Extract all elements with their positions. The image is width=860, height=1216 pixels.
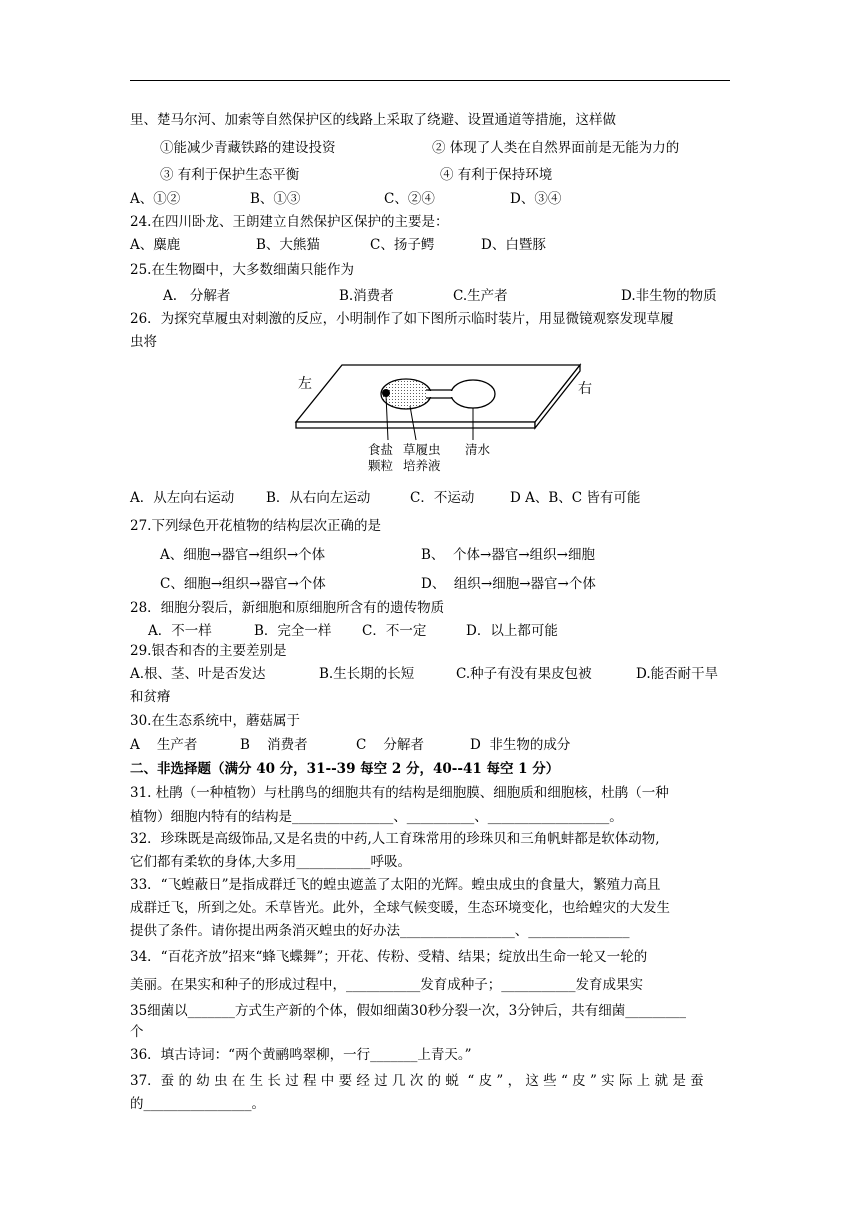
q23-statement-2: ② 体现了人类在自然界面前是无能为力的 [432,140,680,156]
q24-option-c: C、扬子鳄 [370,237,435,253]
q32-line-2: 它们都有柔软的身体,大多用___________呼吸。 [130,854,412,870]
section-2-heading: 二、非选择题（满分 40 分，31--39 每空 2 分，40--41 每空 1 分） [130,761,560,777]
q31-line-2: 植物）细胞内特有的结构是_______________、__________、__________________。 [130,809,623,825]
q25-option-c: C.生产者 [453,288,508,304]
q23-option-a: A、①② [130,191,181,207]
q28-option-c: C．不一定 [362,623,427,639]
q33-line-1: 33．“飞蝗蔽日”是指成群迁飞的蝗虫遮盖了太阳的光辉。蝗虫成虫的食量大，繁殖力高且 [130,877,661,893]
q30-option-a: A 生产者 [130,737,198,753]
q23-option-d: D、③④ [510,191,562,207]
q25-option-b: B.消费者 [339,288,394,304]
q27-option-d: D、 组织→细胞→器官→个体 [421,576,596,592]
slide-front-edge [296,422,535,428]
label-salt: 食盐 颗粒 [368,442,394,473]
q23-statement-4: ④ 有利于保持环境 [440,167,553,183]
q26-stem-line-1: 26．为探究草履虫对刺激的反应，小明制作了如下图所示临时装片，用显微镜观察发现草履 [130,311,674,327]
q25-option-d: D.非生物的物质 [621,288,717,304]
q27-stem: 27.下列绿色开花植物的结构层次正确的是 [130,518,381,534]
q29-stem: 29.银杏和杏的主要差别是 [130,643,287,659]
q28-option-d: D．以上都可能 [466,623,558,639]
label-water: 清水 [465,442,491,457]
q33-line-3: 提供了条件。请你提出两条消灭蝗虫的好办法_________________、_______________ [130,923,630,939]
q26-option-c: C．不运动 [410,490,475,506]
q23-option-b: B、①③ [250,191,301,207]
q28-option-a: A．不一样 [148,623,212,639]
q30-option-b: B 消费者 [240,737,308,753]
q35-line-2: 个 [130,1024,144,1040]
q29-option-d-continued: 和贫瘠 [130,689,171,705]
label-right: 右 [578,381,592,397]
q23-option-c: C、②④ [384,191,435,207]
q23-statement-1: ①能减少青藏铁路的建设投资 [160,140,336,156]
q30-stem: 30.在生态系统中，蘑菇属于 [130,713,300,729]
q30-option-c: C 分解者 [356,737,424,753]
q27-option-c: C、细胞→组织→器官→个体 [160,576,326,592]
q25-option-a: A. 分解者 [163,288,231,304]
q31-line-1: 31. 杜鹃（一种植物）与杜鹃鸟的细胞共有的结构是细胞膜、细胞质和细胞核，杜鹃（一种 [130,785,669,801]
q33-line-2: 成群迁飞，所到之处。禾草皆光。此外，全球气候变暖，生态环境变化，也给蝗灾的大发生 [130,900,670,916]
q34-line-1: 34．“百花齐放”招来“蜂飞蝶舞”；开花、传粉、受精、结果；绽放出生命一轮又一轮的 [130,949,648,965]
q25-stem: 25.在生物圈中，大多数细菌只能作为 [130,262,354,278]
slide-diagram [280,350,610,480]
q34-line-2: 美丽。在果实和种子的形成过程中，___________发育成种子；___________发育成果实 [130,977,643,993]
q24-option-a: A、麋鹿 [130,237,181,253]
q29-option-c: C.种子有没有果皮包被 [456,666,592,682]
q27-option-a: A、细胞→器官→组织→个体 [160,547,326,563]
q29-option-b: B.生长期的长短 [319,666,415,682]
q24-option-d: D、白暨豚 [481,237,546,253]
q23-statement-3: ③ 有利于保护生态平衡 [160,167,300,183]
q23-stem-line: 里、楚马尔河、加索等自然保护区的线路上采取了绕避、设置通道等措施，这样做 [130,112,616,128]
q37-line-1: 37．蚕 的 幼 虫 在 生 长 过 程 中 要 经 过 几 次 的 蜕 “ 皮 ” ， 这 些 “ 皮 ” 实 际 上 就 是 蚕 [130,1073,704,1089]
q29-option-a: A.根、茎、叶是否发达 [130,666,266,682]
header-rule [130,80,730,81]
q37-line-2: 的________________。 [130,1096,265,1112]
q28-stem: 28．细胞分裂后，新细胞和原细胞所含有的遗传物质 [130,600,445,616]
q24-stem: 24.在四川卧龙、王朗建立自然保护区保护的主要是： [130,214,449,230]
q27-option-b: B、 个体→器官→组织→细胞 [421,547,595,563]
q30-option-d: D 非生物的成分 [470,737,571,753]
label-culture: 草履虫 培养液 [403,442,441,473]
q24-option-b: B、大熊猫 [256,237,320,253]
q26-option-a: A．从左向右运动 [130,490,235,506]
q28-option-b: B．完全一样 [254,623,332,639]
q32-line-1: 32．珍珠既是高级饰品,又是名贵的中药,人工育珠常用的珍珠贝和三角帆蚌都是软体动物, [130,831,660,847]
q26-option-b: B．从右向左运动 [266,490,371,506]
slide-figure [280,350,610,480]
q29-option-d: D.能否耐干旱 [636,666,719,682]
q35-line-1: 35细菌以_______方式生产新的个体，假如细菌30秒分裂一次，3分钟后，共有细菌_________ [130,1003,686,1019]
label-left: 左 [298,376,312,392]
q26-stem-line-2: 虫将 [130,334,157,350]
q36-line: 36．填古诗词：“两个黄鹂鸣翠柳，一行_______上青天。” [130,1047,472,1063]
q26-option-d: D A、B、C 皆有可能 [510,490,641,506]
